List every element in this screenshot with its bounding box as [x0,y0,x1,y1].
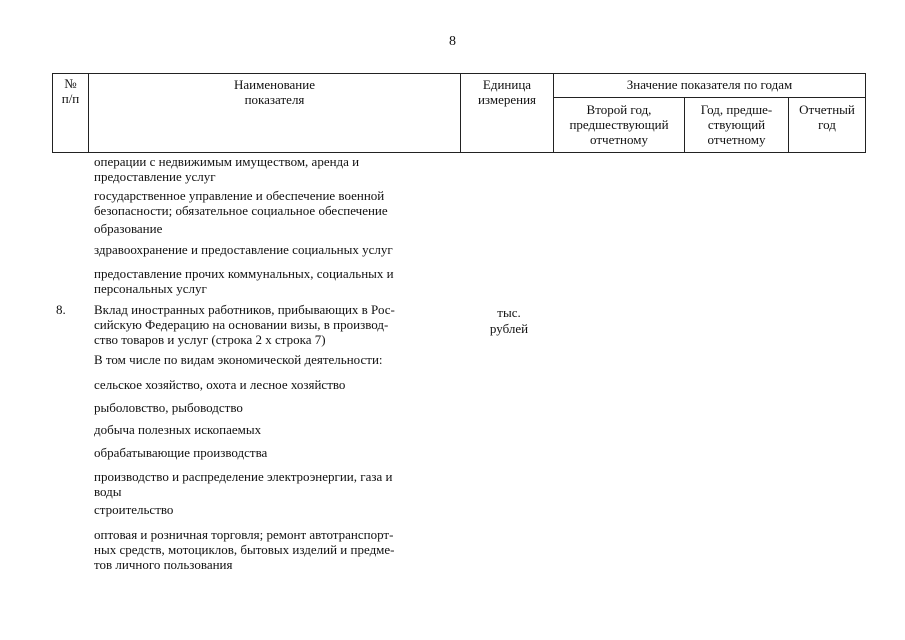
row-unit: тыс. рублей [489,305,529,336]
col-header-values: Значение показателя по годам [626,77,793,92]
sub-col-header-second-year: Второй год, предшествующий отчетному [569,102,669,147]
header-bottom-border [52,152,866,153]
row-mining: добыча полезных ископаемых [94,422,262,437]
row-including-header: В том числе по видам экономической деятельности: [94,352,383,367]
table-header [52,73,866,153]
row-trade: оптовая и розничная торговля; ремонт автотранспорт- ных средств, мотоциклов, бытовых изделий и предме- тов личного пользования [94,527,395,572]
row-construction: строительство [94,502,174,517]
row-real-estate: операции с недвижимым имуществом, аренда и предоставление услуг [94,154,360,184]
col-header-name: Наименование показателя [234,77,315,107]
page-number: 8 [449,34,456,49]
row-education: образование [94,221,163,236]
row-agriculture: сельское хозяйство, охота и лесное хозяйство [94,377,346,392]
row-fishing: рыболовство, рыбоводство [94,400,243,415]
row-number: 8. [56,302,66,317]
row-other-services: предоставление прочих коммунальных, социальных и персональных услуг [94,266,394,296]
sub-col-header-report-year: Отчетный год [799,102,855,132]
row-manufacturing: обрабатывающие производства [94,445,268,460]
col-header-number: № п/п [61,76,80,106]
header-subdivider [553,97,866,98]
header-top-border [52,73,866,74]
row-foreign-workers-contribution: Вклад иностранных работников, прибывающих в Рос- сийскую Федерацию на основании визы, в производ- ство товаров и услуг (строка 2 х строка 7) [94,302,395,347]
row-utilities: производство и распределение электроэнергии, газа и воды [94,469,393,499]
sub-col-header-prior-year: Год, предше- ствующий отчетному [700,102,773,147]
col-header-unit: Единица измерения [477,77,537,107]
row-health-care: здравоохранение и предоставление социальных услуг [94,242,393,257]
header-right-border [865,73,866,153]
row-public-administration: государственное управление и обеспечение военной безопасности; обязательное социальное обеспечение [94,188,388,218]
